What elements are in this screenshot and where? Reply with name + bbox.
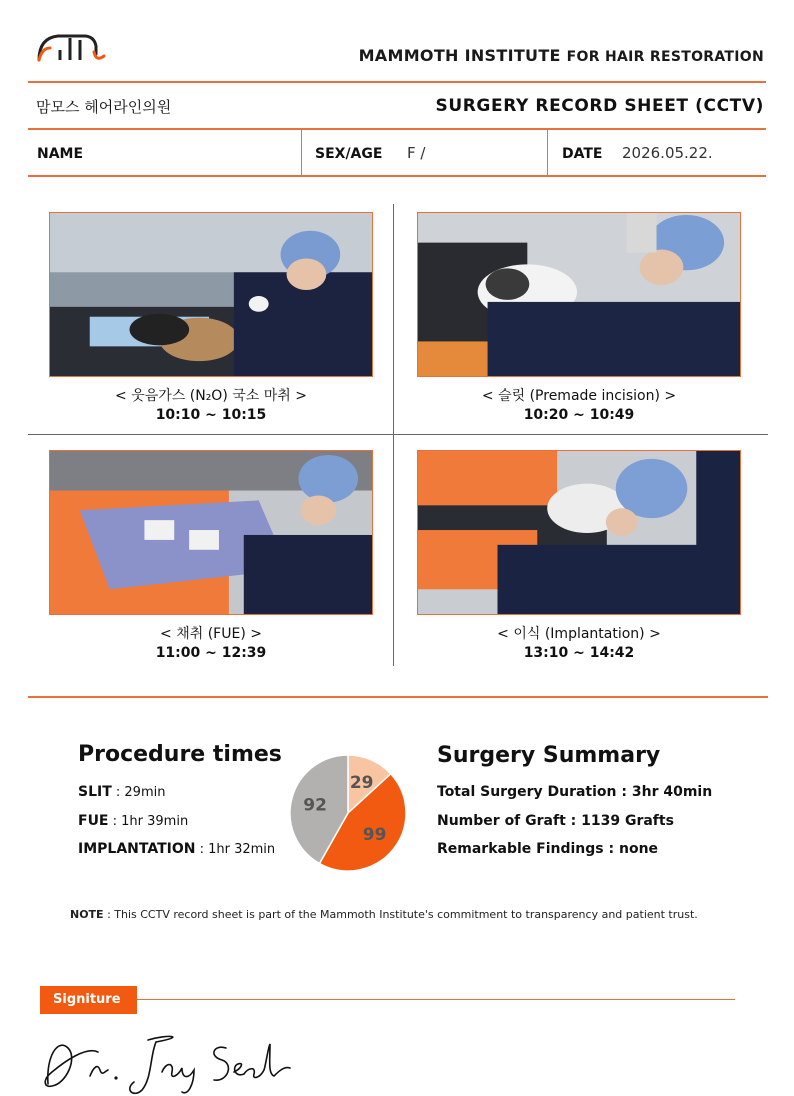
brand-name [359, 46, 764, 65]
caption-title: < 채취 (FUE) > [160, 626, 262, 642]
pie-slice-label: 92 [303, 795, 327, 816]
remarkable-findings: Remarkable Findings : none [437, 841, 659, 857]
procedure-value: : 1hr 32min [195, 842, 276, 857]
date-label: DATE [562, 146, 603, 162]
photo-caption [49, 625, 373, 663]
signature-image [38, 1026, 298, 1096]
note-text: : This CCTV record sheet is part of the Mammoth Institute's commitment to transparency and patient trust. [103, 908, 698, 921]
procedure-time-item [78, 784, 165, 800]
photo-caption [417, 387, 741, 425]
sexage-label: SEX/AGE [315, 146, 383, 162]
procedure-times-title: Procedure times [78, 742, 282, 767]
cctv-photo-anesthesia [49, 212, 373, 377]
caption-time: 11:00 ~ 12:39 [155, 645, 267, 661]
caption-time: 10:20 ~ 10:49 [523, 407, 635, 423]
caption-title: < 이식 (Implantation) > [497, 626, 661, 642]
procedure-time-item [78, 841, 275, 857]
surgery-summary-title: Surgery Summary [437, 743, 661, 768]
divider [28, 696, 768, 698]
procedure-label: FUE [78, 813, 109, 829]
caption-title: < 웃음가스 (N₂O) 국소 마취 > [115, 388, 307, 404]
grid-divider [28, 434, 768, 435]
note [70, 908, 698, 921]
caption-time: 10:10 ~ 10:15 [155, 407, 267, 423]
clinic-name: 맘모스 헤어라인의원 [36, 98, 172, 116]
cctv-photo-fue [49, 450, 373, 615]
procedure-label: SLIT [78, 784, 112, 800]
caption-title: < 슬릿 (Premade incision) > [481, 388, 677, 404]
divider [28, 175, 766, 177]
caption-time: 13:10 ~ 14:42 [523, 645, 635, 661]
brand-main: MAMMOTH INSTITUTE [358, 46, 561, 65]
photo-caption [49, 387, 373, 425]
signature-tag: Signiture [40, 986, 137, 1014]
divider [28, 81, 766, 83]
mammoth-logo-icon [36, 28, 108, 64]
divider [301, 130, 302, 176]
divider [28, 128, 766, 130]
photo-caption [417, 625, 741, 663]
cctv-photo-implantation [417, 450, 741, 615]
procedure-value: : 29min [111, 785, 166, 800]
sexage-value: F / [407, 144, 426, 162]
cctv-photo-slit [417, 212, 741, 377]
procedure-value: : 1hr 39min [108, 814, 189, 829]
sheet-title: SURGERY RECORD SHEET (CCTV) [435, 96, 764, 116]
note-label: NOTE [70, 908, 104, 921]
graft-count: Number of Graft : 1139 Grafts [437, 813, 674, 829]
pie-slice-label: 99 [362, 825, 387, 846]
grid-divider [393, 204, 394, 666]
date-value: 2026.05.22. [622, 144, 713, 162]
divider [547, 130, 548, 176]
brand-sub: FOR HAIR RESTORATION [566, 49, 764, 65]
total-duration: Total Surgery Duration : 3hr 40min [437, 784, 713, 800]
procedure-pie-chart [286, 751, 410, 875]
pie-slice-label: 29 [349, 772, 374, 793]
procedure-time-item [78, 813, 188, 829]
name-label: NAME [37, 146, 84, 162]
procedure-label: IMPLANTATION [78, 841, 196, 857]
signature-line [137, 999, 735, 1000]
